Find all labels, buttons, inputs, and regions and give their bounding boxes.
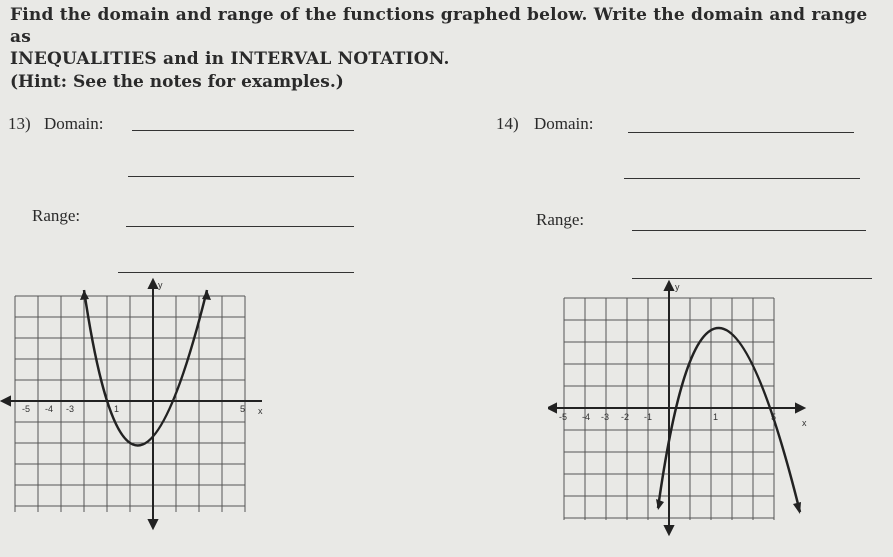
problem-13-number: 13) xyxy=(8,114,31,133)
graph-14-tick-label: 5 xyxy=(771,412,777,422)
graph-13-tick-labels xyxy=(22,404,245,414)
graph-14-curve-right-arrow xyxy=(793,502,801,514)
graph-13-tick-label: -5 xyxy=(22,404,31,414)
problem-14-number: 14) xyxy=(496,114,519,133)
graph-13-x-axis-label: x xyxy=(258,406,263,416)
graph-13-tick-label: 1 xyxy=(114,404,120,414)
graph-14-parabola-curve xyxy=(658,328,800,512)
problem-14-range-label: Range: xyxy=(536,210,585,229)
problem-14-range-blank-1[interactable] xyxy=(632,230,866,231)
graph-14-tick-label: -4 xyxy=(582,412,591,422)
problem-14-domain-blank-2[interactable] xyxy=(624,178,860,179)
graph-14 xyxy=(548,276,848,538)
graph-13-tick-label: 5 xyxy=(240,404,246,414)
problem-13-range-label: Range: xyxy=(32,206,81,225)
graph-13-curve-right-arrow xyxy=(202,290,211,300)
graph-14-tick-label: -3 xyxy=(601,412,610,422)
graph-14-tick-labels xyxy=(559,412,776,422)
graph-14-tick-label: -2 xyxy=(621,412,630,422)
instructions-line1: Find the domain and range of the functions graphed below. Write the domain and range as xyxy=(10,5,868,47)
graph-14-x-axis-label: x xyxy=(802,418,807,428)
graph-13-curve-left-arrow xyxy=(80,290,89,300)
graph-14-tick-label: -5 xyxy=(559,412,568,422)
hint-text: (Hint: See the notes for examples.) xyxy=(10,72,344,92)
problem-13-domain-blank-2[interactable] xyxy=(128,176,354,177)
graph-13-tick-label: -4 xyxy=(45,404,54,414)
graph-14-curve-left-arrow xyxy=(656,499,664,510)
graph-14-tick-label: -1 xyxy=(644,412,653,422)
graph-13 xyxy=(0,276,300,536)
problem-13-range-blank-2[interactable] xyxy=(118,272,354,273)
problem-13-range-blank-1[interactable] xyxy=(126,226,354,227)
problem-14-domain-label: Domain: xyxy=(534,114,594,133)
graph-14-tick-label: 1 xyxy=(713,412,719,422)
problem-13-domain-blank-1[interactable] xyxy=(132,130,354,131)
problem-13-domain-label: Domain: xyxy=(44,114,104,133)
graph-13-y-axis-label: y xyxy=(158,280,163,290)
graph-13-tick-label: -3 xyxy=(66,404,75,414)
instructions-line2: INEQUALITIES and in INTERVAL NOTATION. xyxy=(10,49,450,69)
instructions xyxy=(10,4,880,70)
graph-14-y-axis-label: y xyxy=(675,282,680,292)
problem-14-domain-blank-1[interactable] xyxy=(628,132,854,133)
